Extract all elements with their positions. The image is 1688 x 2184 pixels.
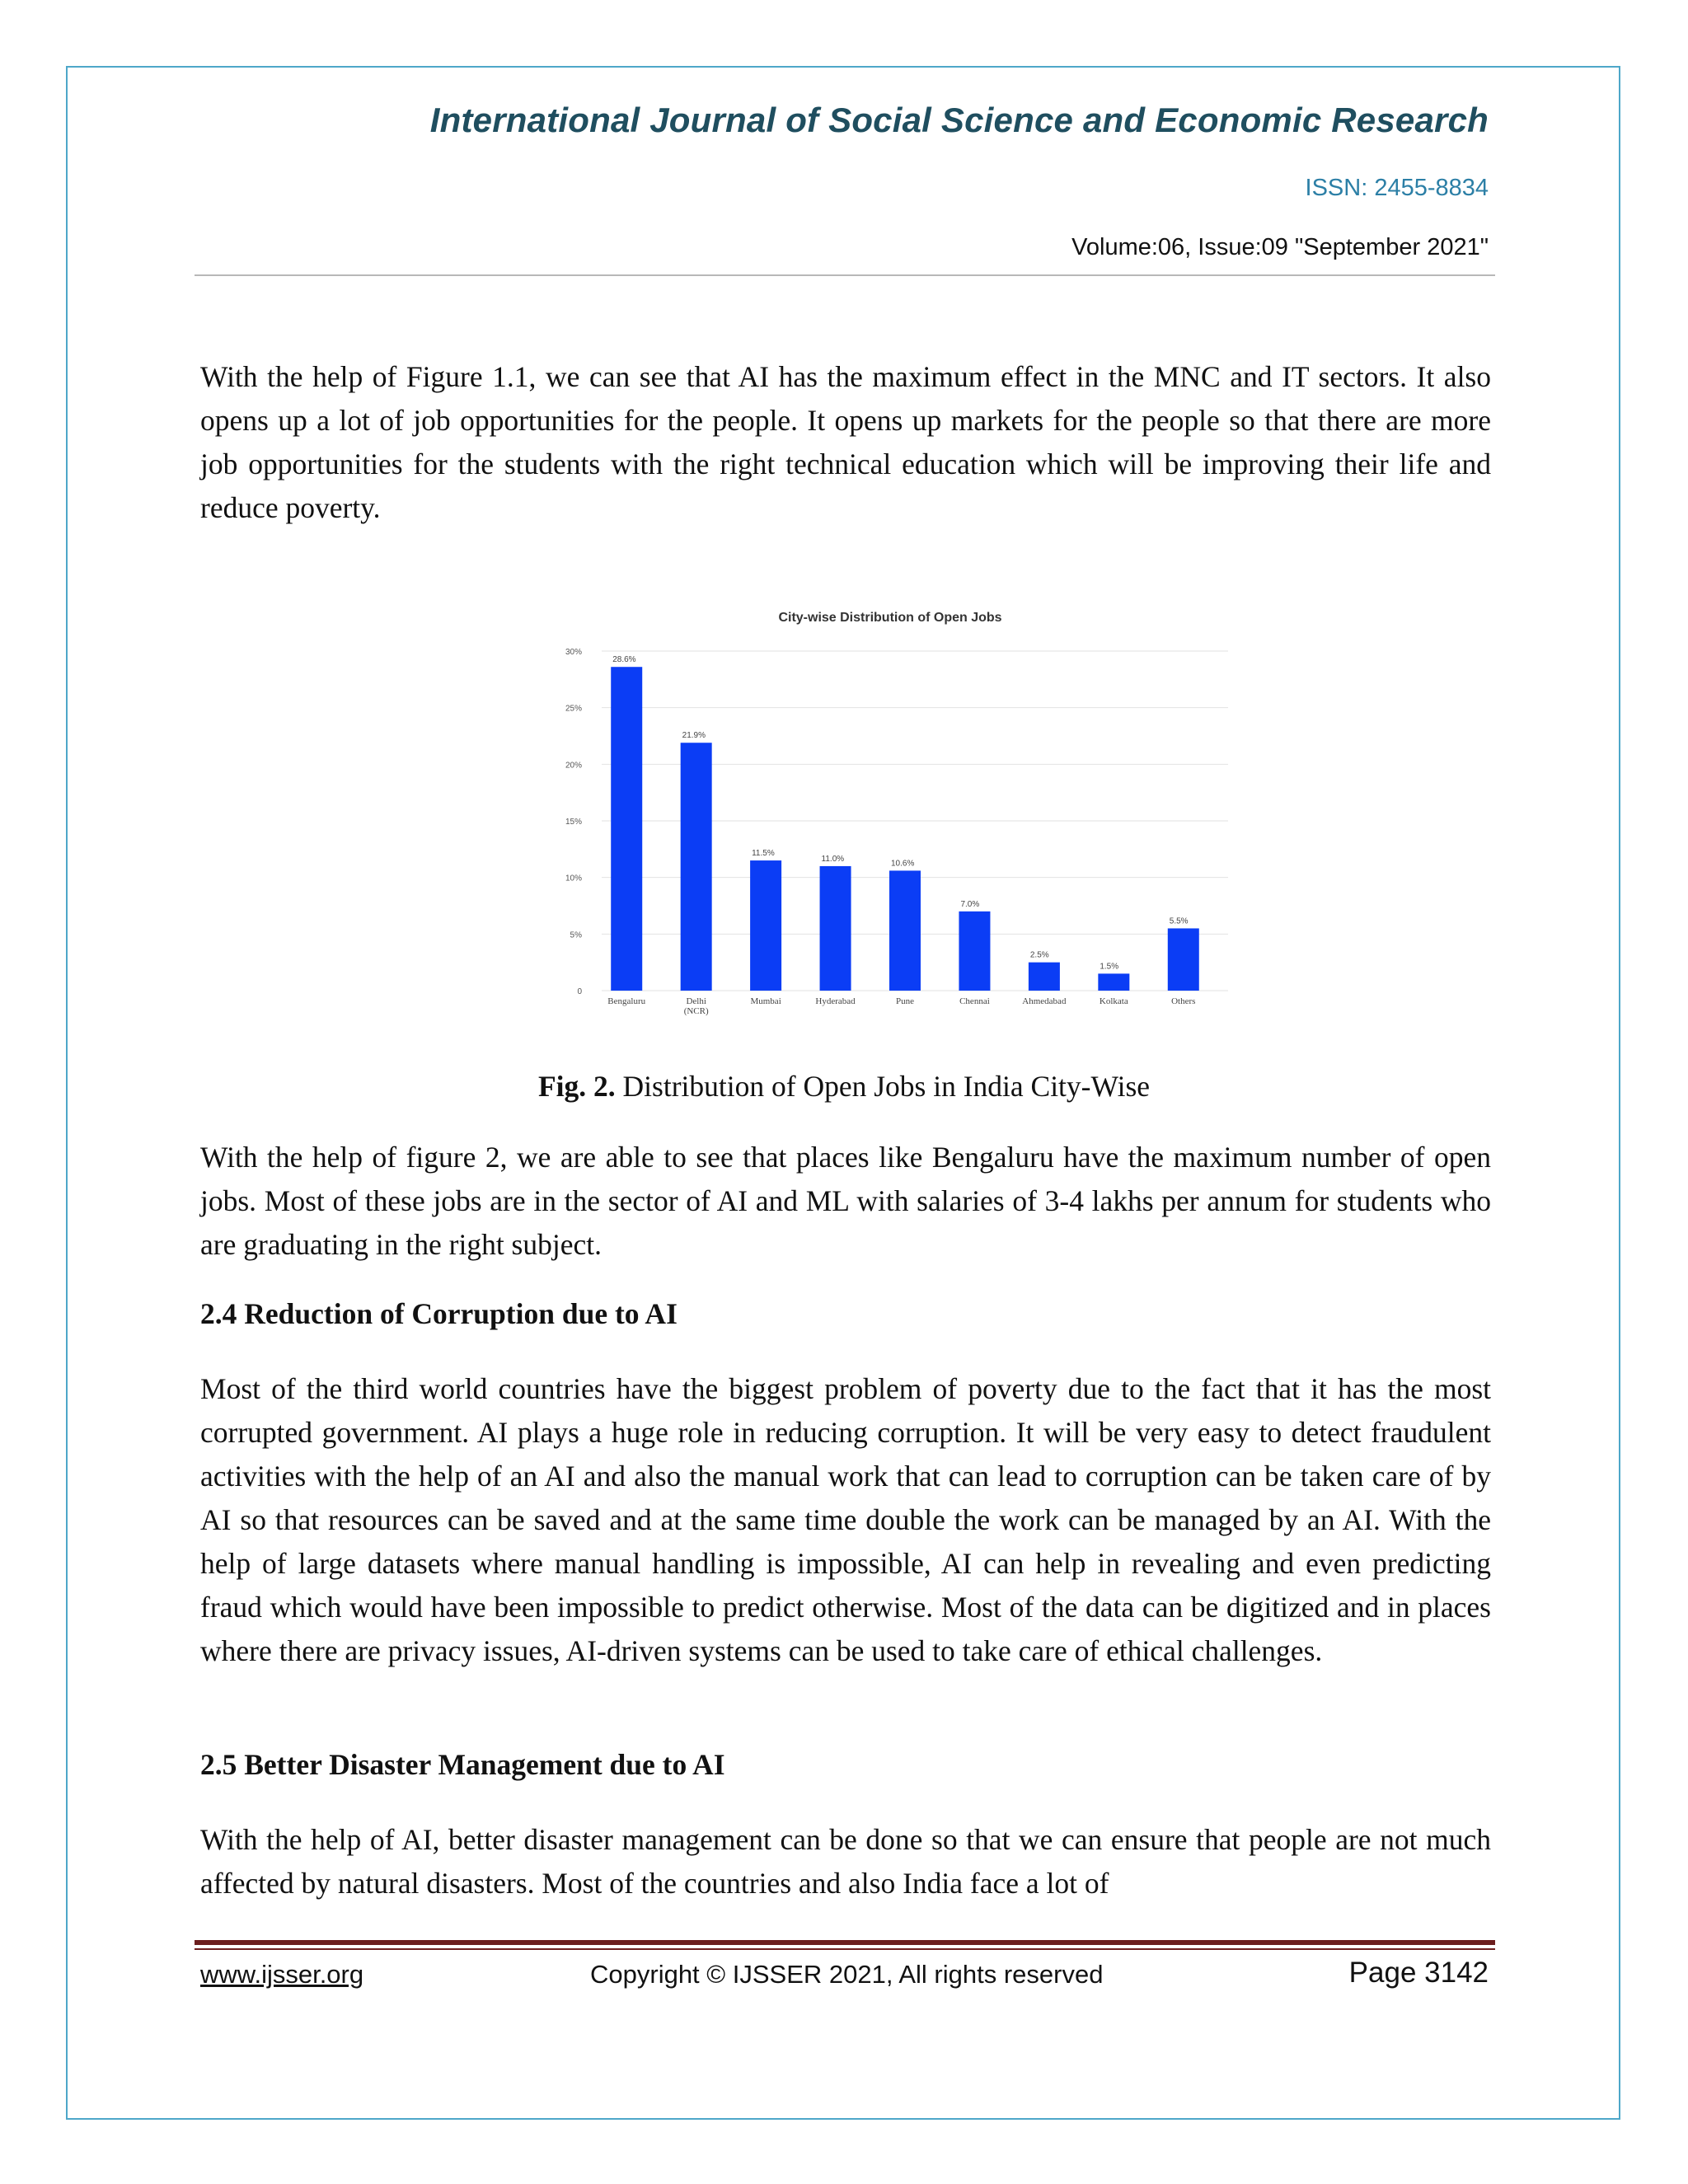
- x-tick-label: Hyderabad: [815, 996, 856, 1006]
- y-tick-label: 30%: [565, 648, 582, 657]
- chart-title: City-wise Distribution of Open Jobs: [778, 611, 1002, 625]
- section-heading-2-5: 2.5 Better Disaster Management due to AI: [200, 1748, 725, 1781]
- copyright-notice: Copyright © IJSSER 2021, All rights reserved: [590, 1960, 1104, 1989]
- bar-value-label: 1.5%: [1100, 962, 1119, 972]
- x-tick-label: (NCR): [683, 1006, 709, 1016]
- bar: [959, 912, 990, 991]
- footer-divider: [195, 1940, 1495, 1945]
- header-divider: [195, 274, 1495, 276]
- paragraph-text: With the help of Figure 1.1, we can see that AI has the maximum effect in the MNC and IT sectors. It also opens up a lot of job opportunities for the people. It opens up markets for the people so that there are more job opportunities for the students with the right technical education which will be improving their life and reduce poverty.: [200, 360, 1491, 524]
- x-tick-label: Ahmedabad: [1022, 996, 1067, 1006]
- bar: [1029, 963, 1060, 991]
- x-tick-label: Chennai: [959, 996, 990, 1006]
- paragraph-disaster: [200, 1818, 1491, 1905]
- bar-value-label: 11.0%: [821, 854, 845, 864]
- paragraph-text: Most of the third world countries have the biggest problem of poverty due to the fact that it has the most corrupted government. AI plays a huge role in reducing corruption. It will be very easy to detect fraudulent activities with the help of an AI and also the manual work that can lead to corruption can be taken care of by AI so that resources can be saved and at the same time double the work can be managed by an AI. With the help of large datasets where manual handling is impossible, AI can help in revealing and even predicting fraud which would have been impossible to predict otherwise. Most of the data can be digitized and in places where there are privacy issues, AI-driven systems can be used to take care of ethical challenges.: [200, 1372, 1491, 1667]
- figure-caption-label: Fig. 2.: [537, 1070, 616, 1103]
- paragraph-text: With the help of AI, better disaster management can be done so that we can ensure that people are not much affected by natural disasters. Most of the countries and also India face a lot of: [200, 1823, 1491, 1900]
- y-tick-label: 15%: [565, 818, 582, 827]
- page-number: Page 3142: [1348, 1957, 1489, 1989]
- y-tick-label: 20%: [565, 761, 582, 771]
- x-tick-label: Mumbai: [750, 996, 781, 1006]
- section-heading-2-4: 2.4 Reduction of Corruption due to AI: [200, 1297, 678, 1330]
- bar-value-label: 10.6%: [891, 859, 915, 869]
- bar: [611, 667, 642, 991]
- bar-value-label: 21.9%: [682, 731, 706, 741]
- bar-value-label: 2.5%: [1029, 950, 1049, 960]
- paragraph-corruption: [200, 1367, 1491, 1673]
- bar: [889, 870, 921, 991]
- figure-2-chart: [536, 585, 1245, 1071]
- issn: ISSN: 2455-8834: [1305, 175, 1489, 201]
- bar: [1168, 928, 1199, 991]
- bar: [820, 866, 851, 991]
- y-tick-label: 25%: [565, 704, 582, 714]
- bar-value-label: 11.5%: [752, 849, 775, 859]
- journal-website-link[interactable]: www.ijsser.org: [200, 1960, 364, 1989]
- bar: [681, 743, 712, 991]
- bar-chart: [536, 585, 1245, 1071]
- y-tick-label: 10%: [565, 874, 582, 883]
- x-tick-label: Pune: [896, 996, 914, 1006]
- bar: [1098, 973, 1129, 991]
- x-tick-label: Bengaluru: [607, 996, 646, 1006]
- paragraph-text: With the help of figure 2, we are able to see that places like Bengaluru have the maximum number of open jobs. Most of these jobs are in the sector of AI and ML with salaries of 3-4 lakhs per annum for students who are graduating in the right subject.: [200, 1141, 1491, 1261]
- footer-divider-thin: [195, 1948, 1495, 1950]
- x-tick-label: Kolkata: [1099, 996, 1128, 1006]
- x-tick-label: Delhi: [686, 996, 706, 1006]
- bar-value-label: 7.0%: [960, 899, 980, 909]
- y-tick-label: 0: [577, 987, 582, 996]
- volume-issue: Volume:06, Issue:09 "September 2021": [1071, 234, 1489, 260]
- bar-value-label: 5.5%: [1169, 916, 1189, 926]
- paragraph-intro: [200, 355, 1491, 530]
- paragraph-figure-discussion: [200, 1136, 1491, 1267]
- journal-title: International Journal of Social Science and Economic Research: [429, 101, 1489, 139]
- bar: [750, 860, 781, 991]
- bar-value-label: 28.6%: [612, 655, 636, 665]
- x-tick-label: Others: [1171, 996, 1196, 1006]
- figure-caption-text: Distribution of Open Jobs in India City-Wise: [615, 1070, 1151, 1103]
- y-tick-label: 5%: [570, 930, 582, 940]
- figure-caption: [0, 1068, 1688, 1104]
